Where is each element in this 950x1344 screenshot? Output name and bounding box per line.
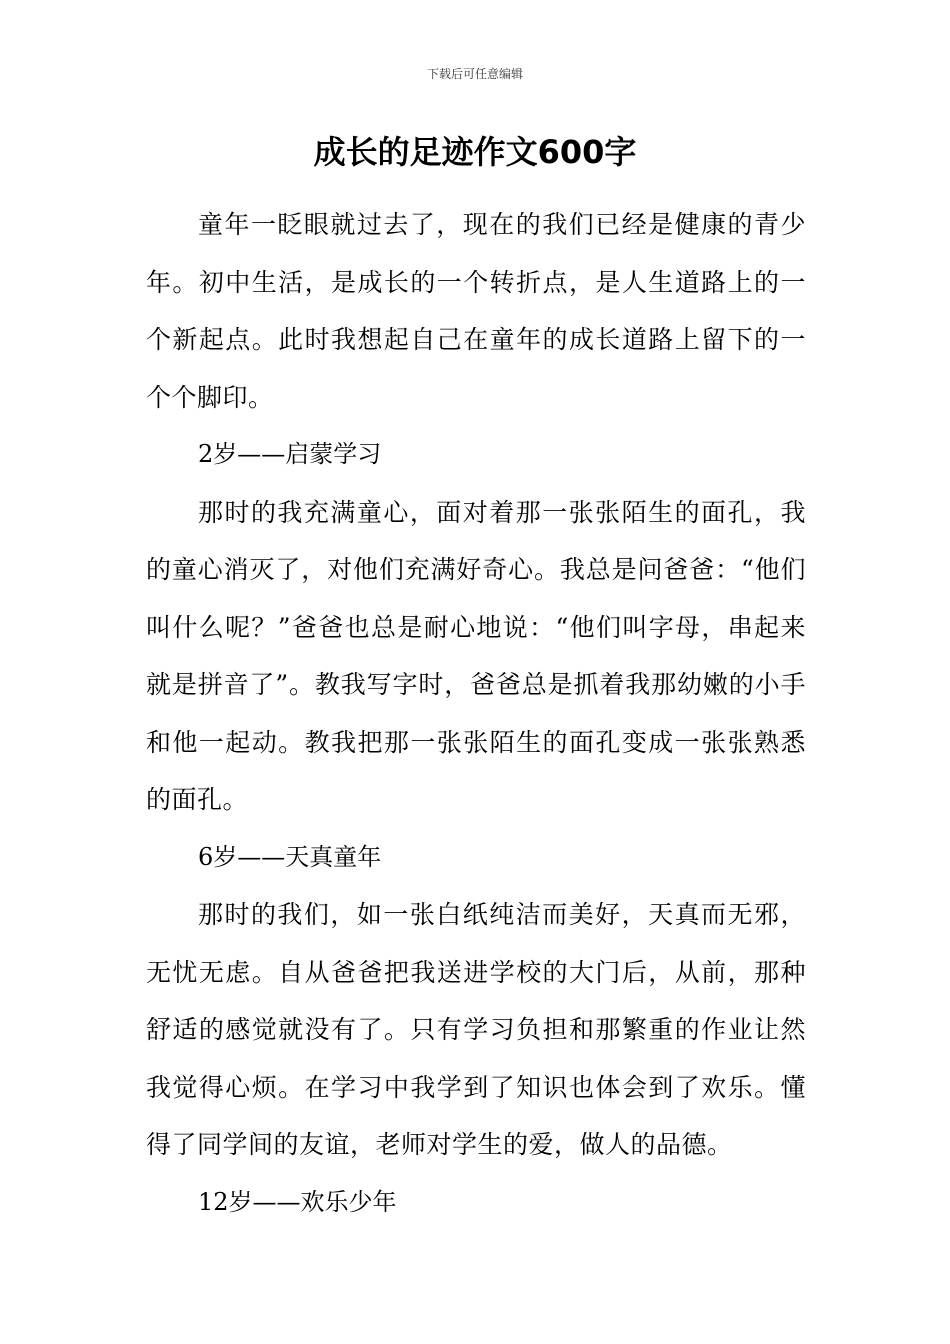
paragraph-age-2: 那时的我充满童心，面对着那一张张陌生的面孔，我的童心消灭了，对他们充满好奇心。我总是问爸爸：“他们叫什么呢？”爸爸也总是耐心地说：“他们叫字母，串起来就是拼音了”。教我写字时，爸爸总是抓着我那幼嫩的小手和他一起动。教我把那一张张陌生的面孔变成一张张熟悉的面孔。 [146, 497, 806, 814]
paragraph-intro: 童年一眨眼就过去了，现在的我们已经是健康的青少年。初中生活，是成长的一个转折点，是人生道路上的一个新起点。此时我想起自己在童年的成长道路上留下的一个个脚印。 [146, 210, 806, 412]
document-title: 成长的足迹作文600字 [313, 133, 637, 171]
paragraph-age-6: 那时的我们，如一张白纸纯洁而美好，天真而无邪，无忧无虑。自从爸爸把我送进学校的大门后，从前，那种舒适的感觉就没有了。只有学习负担和那繁重的作业让然我觉得心烦。在学习中我学到了知识也体会到了欢乐。懂得了同学间的友谊，老师对学生的爱，做人的品德。 [146, 900, 806, 1159]
page-header-note: 下载后可任意编辑 [426, 67, 523, 81]
section-heading-age-12: 12岁——欢乐少年 [198, 1187, 397, 1216]
section-heading-age-2: 2岁——启蒙学习 [198, 440, 382, 468]
document-body [146, 196, 806, 1231]
section-heading-age-6: 6岁——天真童年 [198, 842, 382, 871]
